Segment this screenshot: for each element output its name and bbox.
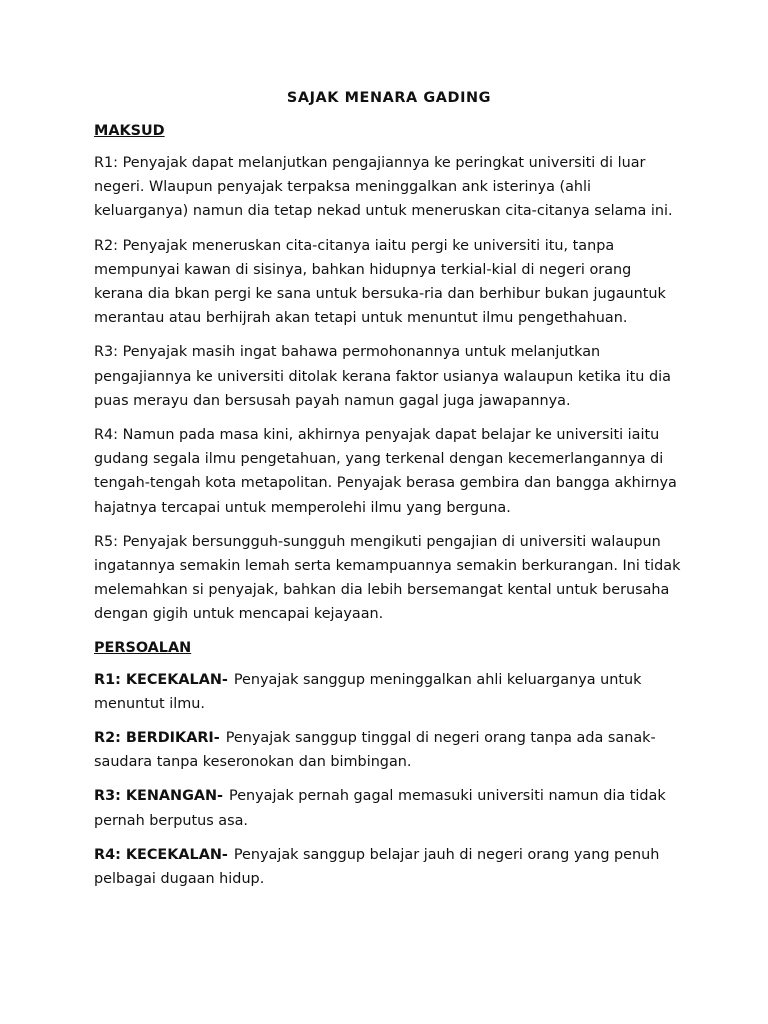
- maksud-paragraph-r3: [94, 340, 684, 413]
- persoalan-label: R1: KECEKALAN-: [94, 671, 228, 688]
- maksud-paragraph-r2: [94, 234, 684, 331]
- paragraph-label: R1:: [94, 155, 119, 171]
- persoalan-label: R3: KENANGAN-: [94, 788, 224, 805]
- document-page: [94, 88, 684, 901]
- paragraph-label: R4:: [94, 427, 119, 444]
- paragraph-label: R2:: [94, 237, 119, 254]
- paragraph-label: R3:: [94, 344, 119, 361]
- persoalan-label: R2: BERDIKARI-: [94, 730, 220, 747]
- paragraph-text: Penyajak bersungguh-sungguh mengikuti pengajian di universiti walaupun ingatannya semakin lemah serta kemampuannya semakin berkurangan. Ini tidak melemahkan si penyajak, bahkan dia lebih bersemangat kental untuk berusaha dengan gigih untuk mencapai kejayaan.: [94, 533, 681, 623]
- paragraph-label: R5:: [94, 533, 119, 550]
- persoalan-label: R4: KECEKALAN-: [94, 846, 228, 863]
- persoalan-text: Penyajak sanggup meninggalkan ahli keluarganya untuk menuntut ilmu.: [94, 671, 642, 712]
- maksud-paragraph-r1: [94, 151, 684, 224]
- persoalan-item-r1: [94, 668, 684, 716]
- persoalan-item-r4: [94, 843, 684, 891]
- persoalan-item-r3: [94, 784, 684, 832]
- persoalan-item-r2: [94, 726, 684, 774]
- maksud-heading: MAKSUD: [94, 123, 165, 139]
- document-title: SAJAK MENARA GADING: [286, 90, 492, 106]
- persoalan-heading: PERSOALAN: [94, 639, 192, 656]
- persoalan-text: Penyajak sanggup belajar jauh di negeri orang yang penuh pelbagai dugaan hidup.: [94, 846, 660, 888]
- paragraph-text: Penyajak meneruskan cita-citanya iaitu pergi ke universiti itu, tanpa mempunyai kawan di sisinya, bahkan hidupnya terkial-kial di negeri orang kerana dia bkan pergi ke sana untuk bersuka-ria dan berhibur bukan jugauntuk merantau atau berhijrah akan tetapi untuk menuntut ilmu pengethahuan.: [94, 237, 666, 327]
- maksud-paragraph-r4: [94, 423, 684, 520]
- paragraph-text: Penyajak dapat melanjutkan pengajiannya ke peringkat universiti di luar negeri. Wlaupun penyajak terpaksa meninggalkan ank isterinya (ahli keluarganya) namun dia tetap nekad untuk meneruskan cita-citanya selama ini.: [94, 155, 673, 220]
- paragraph-text: Namun pada masa kini, akhirnya penyajak dapat belajar ke universiti iaitu gudang segala ilmu pengetahuan, yang terkenal dengan kecemerlangannya di tengah-tengah kota metapolitan. Penyajak berasa gembira dan bangga akhirnya hajatnya tercapai untuk memperolehi ilmu yang berguna.: [94, 427, 677, 516]
- persoalan-text: Penyajak pernah gagal memasuki universiti namun dia tidak pernah berputus asa.: [94, 788, 666, 829]
- maksud-paragraph-r5: [94, 530, 684, 627]
- persoalan-text: Penyajak sanggup tinggal di negeri orang tanpa ada sanak-saudara tanpa keseronokan dan bimbingan.: [94, 730, 656, 771]
- paragraph-text: Penyajak masih ingat bahawa permohonannya untuk melanjutkan pengajiannya ke universiti ditolak kerana faktor usianya walaupun ketika itu dia puas merayu dan bersusah payah namun gagal juga jawapannya.: [94, 344, 671, 409]
